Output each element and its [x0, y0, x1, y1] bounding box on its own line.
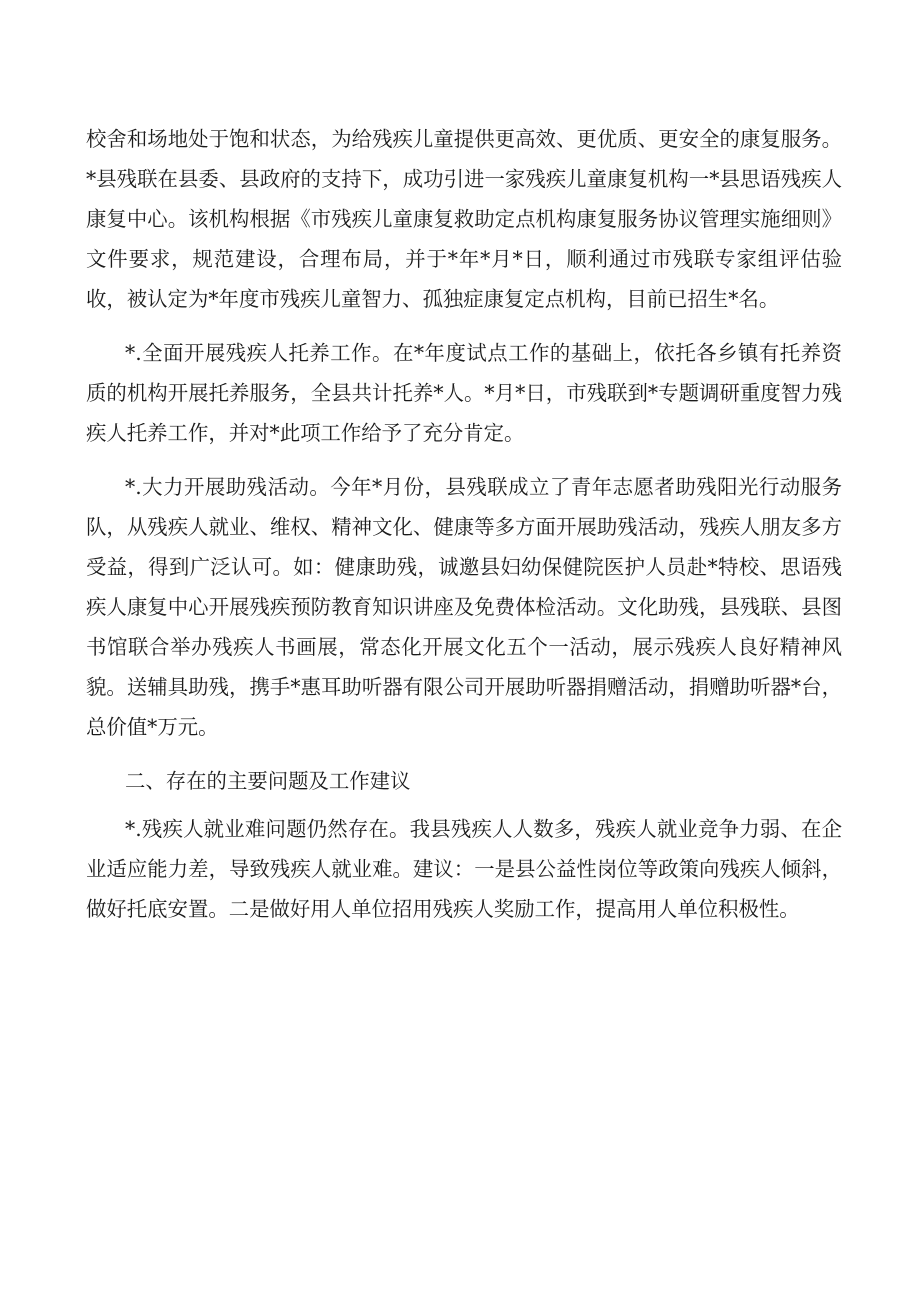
paragraph-assistance-activities: *.大力开展助残活动。今年*月份，县残联成立了青年志愿者助残阳光行动服务队，从残疾人就业、维权、精神文化、健康等多方面开展助残活动，残疾人朋友多方受益，得到广泛认可。如：健康助残，诚邀县妇幼保健院医护人员赴*特校、思语残疾人康复中心开展残疾预防教育知识讲座及免费体检活动。文化助残，县残联、县图书馆联合举办残疾人书画展，常态化开展文化五个一活动，展示残疾人良好精神风貌。送辅具助残，携手*惠耳助听器有限公司开展助听器捐赠活动，捐赠助听器*台，总价值*万元。	[86, 475, 842, 739]
section-heading-problems: 二、存在的主要问题及工作建议	[125, 769, 411, 793]
paragraph-rehab-center: 校舍和场地处于饱和状态，为给残疾儿童提供更高效、更优质、更安全的康复服务。*县残联在县委、县政府的支持下，成功引进一家残疾儿童康复机构一*县思语残疾人康复中心。该机构根据《市残疾儿童康复救助定点机构康复服务协议管理实施细则》文件要求，规范建设，合理布局，并于*年*月*日，顺利通过市残联专家组评估验收，被认定为*年度市残疾儿童智力、孤独症康复定点机构，目前已招生*名。	[86, 127, 842, 311]
document-body	[86, 119, 842, 943]
paragraph-employment-issue: *.残疾人就业难问题仍然存在。我县残疾人人数多，残疾人就业竞争力弱、在企业适应能力差，导致残疾人就业难。建议：一是县公益性岗位等政策向残疾人倾斜，做好托底安置。二是做好用人单位招用残疾人奖励工作，提高用人单位积极性。	[86, 817, 842, 921]
paragraph-care-services: *.全面开展残疾人托养工作。在*年度试点工作的基础上，依托各乡镇有托养资质的机构开展托养服务，全县共计托养*人。*月*日，市残联到*专题调研重度智力残疾人托养工作，并对*此项工作给予了充分肯定。	[86, 341, 842, 445]
